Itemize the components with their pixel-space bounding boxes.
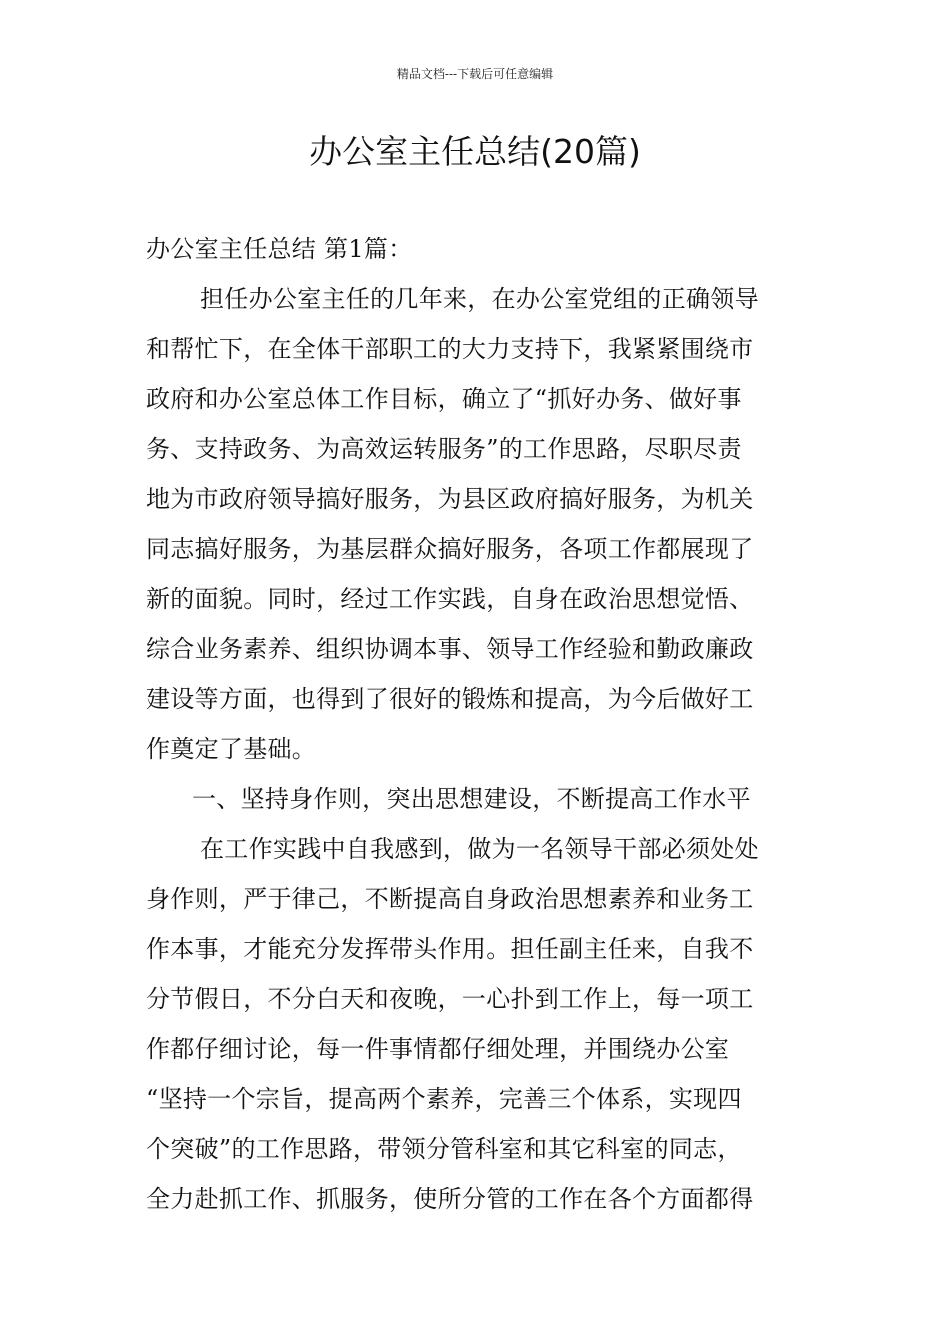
paragraph-line: 分节假日，不分白天和夜晚，一心扑到工作上，每一项工 [146, 985, 754, 1013]
paragraph-line: 综合业务素养、组织协调本事、领导工作经验和勤政廉政 [146, 635, 754, 663]
subsection-heading: 一、坚持身作则，突出思想建设，不断提高工作水平 [192, 785, 751, 813]
paragraph-line: 担任办公室主任的几年来，在办公室党组的正确领导 [200, 285, 759, 313]
paragraph-line: 在工作实践中自我感到，做为一名领导干部必须处处 [200, 835, 759, 863]
document-body [146, 224, 810, 1224]
paragraph-line: 作都仔细讨论，每一件事情都仔细处理，并围绕办公室 [146, 1035, 730, 1063]
paragraph-line: 新的面貌。同时，经过工作实践，自身在政治思想觉悟、 [146, 585, 754, 613]
document-title: 办公室主任总结(20篇) [309, 132, 641, 171]
paragraph-line: 个突破”的工作思路，带领分管科室和其它科室的同志， [146, 1135, 742, 1163]
paragraph-line: 建设等方面，也得到了很好的锻炼和提高，为今后做好工 [146, 685, 754, 713]
paragraph-line: 政府和办公室总体工作目标，确立了“抓好办务、做好事 [146, 385, 742, 413]
paragraph-line: “坚持一个宗旨，提高两个素养，完善三个体系，实现四 [146, 1085, 742, 1113]
header-note: 精品文档---下载后可任意编辑 [396, 67, 554, 81]
paragraph-line: 地为市政府领导搞好服务，为县区政府搞好服务，为机关 [146, 485, 754, 513]
paragraph-line: 作奠定了基础。 [146, 735, 317, 763]
paragraph-line: 作本事，才能充分发挥带头作用。担任副主任来，自我不 [146, 935, 754, 963]
paragraph-line: 同志搞好服务，为基层群众搞好服务，各项工作都展现了 [146, 535, 754, 563]
paragraph-line: 和帮忙下，在全体干部职工的大力支持下，我紧紧围绕市 [146, 335, 754, 363]
section-heading: 办公室主任总结 第1篇： [146, 235, 413, 263]
paragraph-line: 务、支持政务、为高效运转服务”的工作思路，尽职尽责 [146, 435, 742, 463]
paragraph-line: 身作则，严于律己，不断提高自身政治思想素养和业务工 [146, 885, 754, 913]
paragraph-line: 全力赴抓工作、抓服务，使所分管的工作在各个方面都得 [146, 1185, 754, 1213]
